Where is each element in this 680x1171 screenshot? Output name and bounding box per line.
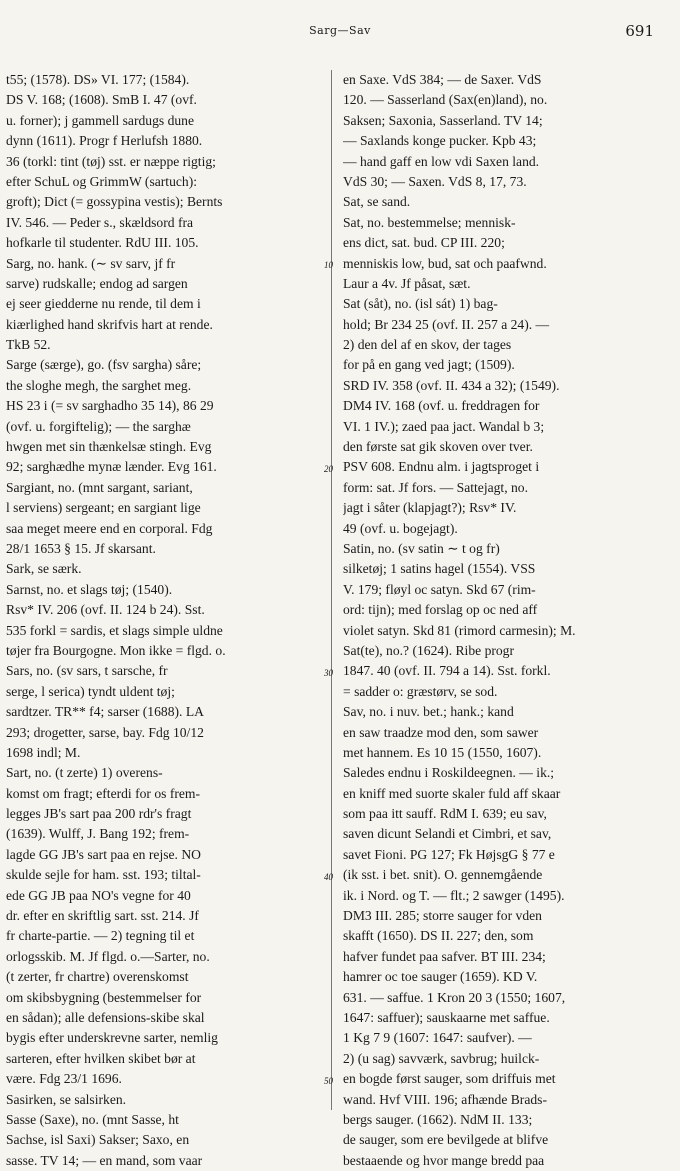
right-column [343,70,663,1171]
text-line: ej seer giedderne nu rende, til dem i [6,296,201,312]
running-head: Sarg—Sav [309,24,371,37]
text-line: V. 179; fløyl oc satyn. Skd 67 (rim- [343,581,536,597]
text-line: saven dicunt Selandi et Cimbri, et sav, [343,826,552,842]
text-line: lagde GG JB's sart paa en rejse. NO [6,846,201,862]
text-line: (ovf. u. forgiftelig); — the sarghæ [6,418,191,434]
text-line: violet satyn. Skd 81 (rimord carmesin); M. [343,622,576,638]
text-line: orlogsskib. M. Jf flgd. o.—Sarter, no. [6,948,210,964]
page-number: 691 [625,22,654,40]
text-line: Laur a 4v. Jf påsat, sæt. [343,275,471,291]
text-line: en Saxe. VdS 384; — de Saxer. VdS [343,72,542,87]
text-line: Satin, no. (sv satin ∼ t og fr) [343,540,500,556]
text-line: Sat, se sand. [343,194,411,210]
text-line: de sauger, som ere bevilgede at blifve [343,1132,549,1148]
text-line: komst om fragt; efterdi for os frem- [6,785,201,801]
text-line: TkB 52. [6,337,51,353]
text-line: efter SchuL og GrimmW (sartuch): [6,173,198,189]
text-line: 2) (u sag) savværk, savbrug; huilck- [343,1050,540,1066]
text-line: Sarge (særge), go. (fsv sargha) såre; [6,357,202,373]
column-divider [331,70,332,1110]
text-line: jagt i såter (klapjagt?); Rsv* IV. [343,500,517,516]
text-line: l serviens) sergeant; en sargiant lige [6,500,201,516]
text-line: form: sat. Jf fors. — Sattejagt, no. [343,479,528,495]
text-line: Sachse, isl Saxi) Sakser; Saxo, en [6,1132,190,1148]
text-line: bygis efter underskrevne sarter, nemlig [6,1030,218,1046]
text-line: (1639). Wulff, J. Bang 192; frem- [6,826,190,842]
text-line: Sat(te), no.? (1624). Ribe progr [343,642,515,658]
text-line: 2) den del af en skov, der tages [343,337,512,353]
text-line: Sarg, no. hank. (∼ sv sarv, jf fr [6,255,176,271]
text-line: Saksen; Saxonia, Sasserland. TV 14; [343,112,543,128]
line-number-marker: 50 [324,1075,333,1086]
text-line: 49 (ovf. u. bogejagt). [343,520,458,536]
text-line: 1 Kg 7 9 (1607: 1647: saufver). — [343,1030,532,1046]
text-line: en sådan); alle defensions-skibe skal [6,1009,205,1025]
text-line: Sav, no. i nuv. bet.; hank.; kand [343,704,514,720]
text-line: DM3 III. 285; storre sauger for vden [343,908,542,924]
text-line: SRD IV. 358 (ovf. II. 434 a 32); (1549). [343,377,560,393]
text-line: the sloghe megh, the sarghet meg. [6,377,192,393]
text-line: tøjer fra Bourgogne. Mon ikke = flgd. o. [6,642,226,658]
text-line: Sart, no. (t zerte) 1) overens- [6,765,163,781]
text-line: groft); Dict (= gossypina vestis); Bernts [6,194,223,210]
text-line: 535 forkl = sardis, et slags simple uldne [6,622,223,638]
text-line: skulde sejle for ham. sst. 193; tiltal- [6,867,201,883]
text-line: — hand gaff en low vdi Saxen land. [343,153,540,169]
text-line: ede GG JB paa NO's vegne for 40 [6,887,191,903]
text-line: Sargiant, no. (mnt sargant, sariant, [6,479,193,495]
text-line: wand. Hvf VIII. 196; afhænde Brads- [343,1091,547,1107]
text-line: 1647: saffuer); sauskaarne met saffue. [343,1009,550,1025]
text-line: 1847. 40 (ovf. II. 794 a 14). Sst. forkl. [343,663,551,679]
text-line: hofkarle til studenter. RdU III. 105. [6,235,199,251]
text-line: DM4 IV. 168 (ovf. u. freddragen for [343,398,540,414]
text-line: DS V. 168; (1608). SmB I. 47 (ovf. [6,92,197,108]
text-line: IV. 546. — Peder s., skældsord fra [6,214,194,230]
text-line: sardtzer. TR** f4; sarser (1688). LA [6,704,204,720]
text-line: hafver fundet paa safver. BT III. 234; [343,948,546,964]
text-line: sarve) rudskalle; endog ad sargen [6,275,188,291]
line-number-marker: 40 [324,871,333,882]
text-line: serge, l serica) tyndt uldent tøj; [6,683,175,699]
text-line: 36 (torkl: tint (tøj) sst. er næppe rigtig; [6,153,216,169]
text-line: sasse. TV 14; — en mand, som vaar [6,1152,203,1168]
text-line: den første sat gik skoven over tver. [343,439,533,455]
line-number-marker: 10 [324,259,333,270]
text-line: bergs sauger. (1662). NdM II. 133; [343,1111,533,1127]
text-line: ik. i Nord. og T. — flt.; 2 sawger (1495). [343,887,565,903]
text-line: Sat (såt), no. (isl sát) 1) bag- [343,296,498,312]
text-line: menniskis low, bud, sat och paafwnd. [343,255,547,271]
text-line: en saw traadze mod den, som sawer [343,724,539,740]
text-line: ens dict, sat. bud. CP III. 220; [343,235,505,251]
text-line: legges JB's sart paa 200 rdr's fragt [6,806,192,822]
text-line: saa meget meere end en corporal. Fdg [6,520,213,536]
text-line: Saledes endnu i Roskildeegnen. — ik.; [343,765,555,781]
text-line: bestaaende og hvor mange bredd paa [343,1152,545,1168]
text-line: PSV 608. Endnu alm. i jagtsproget i [343,459,540,475]
text-line: (t zerter, fr chartre) overenskomst [6,969,189,985]
text-line: hwgen met sin thænkelsæ stingh. Evg [6,439,212,455]
text-line: = sadder o: græstørv, se sod. [343,683,498,699]
text-line: silketøj; 1 satins hagel (1554). VSS [343,561,536,577]
text-line: dr. efter en skriftlig sart. sst. 214. Jf [6,908,199,924]
text-line: hamrer oc toe sauger (1659). KD V. [343,969,538,985]
text-line: VdS 30; — Saxen. VdS 8, 17, 73. [343,173,527,189]
text-line: 293; drogetter, sarse, bay. Fdg 10/12 [6,724,204,740]
text-line: fr charte-partie. — 2) tegning til et [6,928,195,944]
left-column [6,70,322,1171]
text-line: en kniff med suorte skaler fuld aff skaar [343,785,561,801]
text-line: Sasirken, se salsirken. [6,1091,127,1107]
text-line: Sat, no. bestemmelse; mennisk- [343,214,516,230]
text-line: 631. — saffue. 1 Kron 20 3 (1550; 1607, [343,989,566,1005]
text-line: Sark, se særk. [6,561,82,577]
text-line: hold; Br 234 25 (ovf. II. 257 a 24). — [343,316,550,332]
line-number-marker: 20 [324,463,333,474]
text-line: ord: tijn); med forslag op oc ned aff [343,602,538,618]
text-line: VI. 1 IV.); zaed paa jact. Wandal b 3; [343,418,545,434]
text-line: sarteren, efter hvilken skibet bør at [6,1050,196,1066]
text-line: Rsv* IV. 206 (ovf. II. 124 b 24). Sst. [6,602,205,618]
text-line: savet Fioni. PG 127; Fk HøjsgG § 77 e [343,846,555,862]
text-line: (ik sst. i bet. snit). O. gennemgående [343,867,543,883]
text-line: 120. — Sasserland (Sax(en)land), no. [343,92,548,108]
text-line: 1698 indl; M. [6,744,81,760]
text-line: kiærlighed hand skrifvis hart at rende. [6,316,213,332]
page-header [0,22,680,42]
text-line: 28/1 1653 § 15. Jf skarsant. [6,540,156,556]
text-line: HS 23 i (= sv sarghadho 35 14), 86 29 [6,398,214,414]
text-line: en bogde først sauger, som driffuis met [343,1071,556,1087]
text-line: Sars, no. (sv sars, t sarsche, fr [6,663,168,679]
text-line: dynn (1611). Progr f Herlufsh 1880. [6,133,203,149]
text-line: t55; (1578). DS» VI. 177; (1584). [6,72,190,87]
line-number-marker: 30 [324,667,333,678]
text-line: skafft (1650). DS II. 227; den, som [343,928,534,944]
text-line: u. forner); j gammell sardugs dune [6,112,194,128]
text-line: 92; sarghædhe mynæ lænder. Evg 161. [6,459,217,475]
text-line: være. Fdg 23/1 1696. [6,1071,122,1087]
text-line: Sasse (Saxe), no. (mnt Sasse, ht [6,1111,179,1127]
text-line: met hannem. Es 10 15 (1550, 1607). [343,744,542,760]
text-line: som paa itt sauff. RdM I. 639; eu sav, [343,806,547,822]
text-line: om skibsbygning (bestemmelser for [6,989,202,1005]
text-line: Sarnst, no. et slags tøj; (1540). [6,581,173,597]
text-line: for på en gang ved jagt; (1509). [343,357,515,373]
text-line: — Saxlands konge pucker. Kpb 43; [343,133,537,149]
